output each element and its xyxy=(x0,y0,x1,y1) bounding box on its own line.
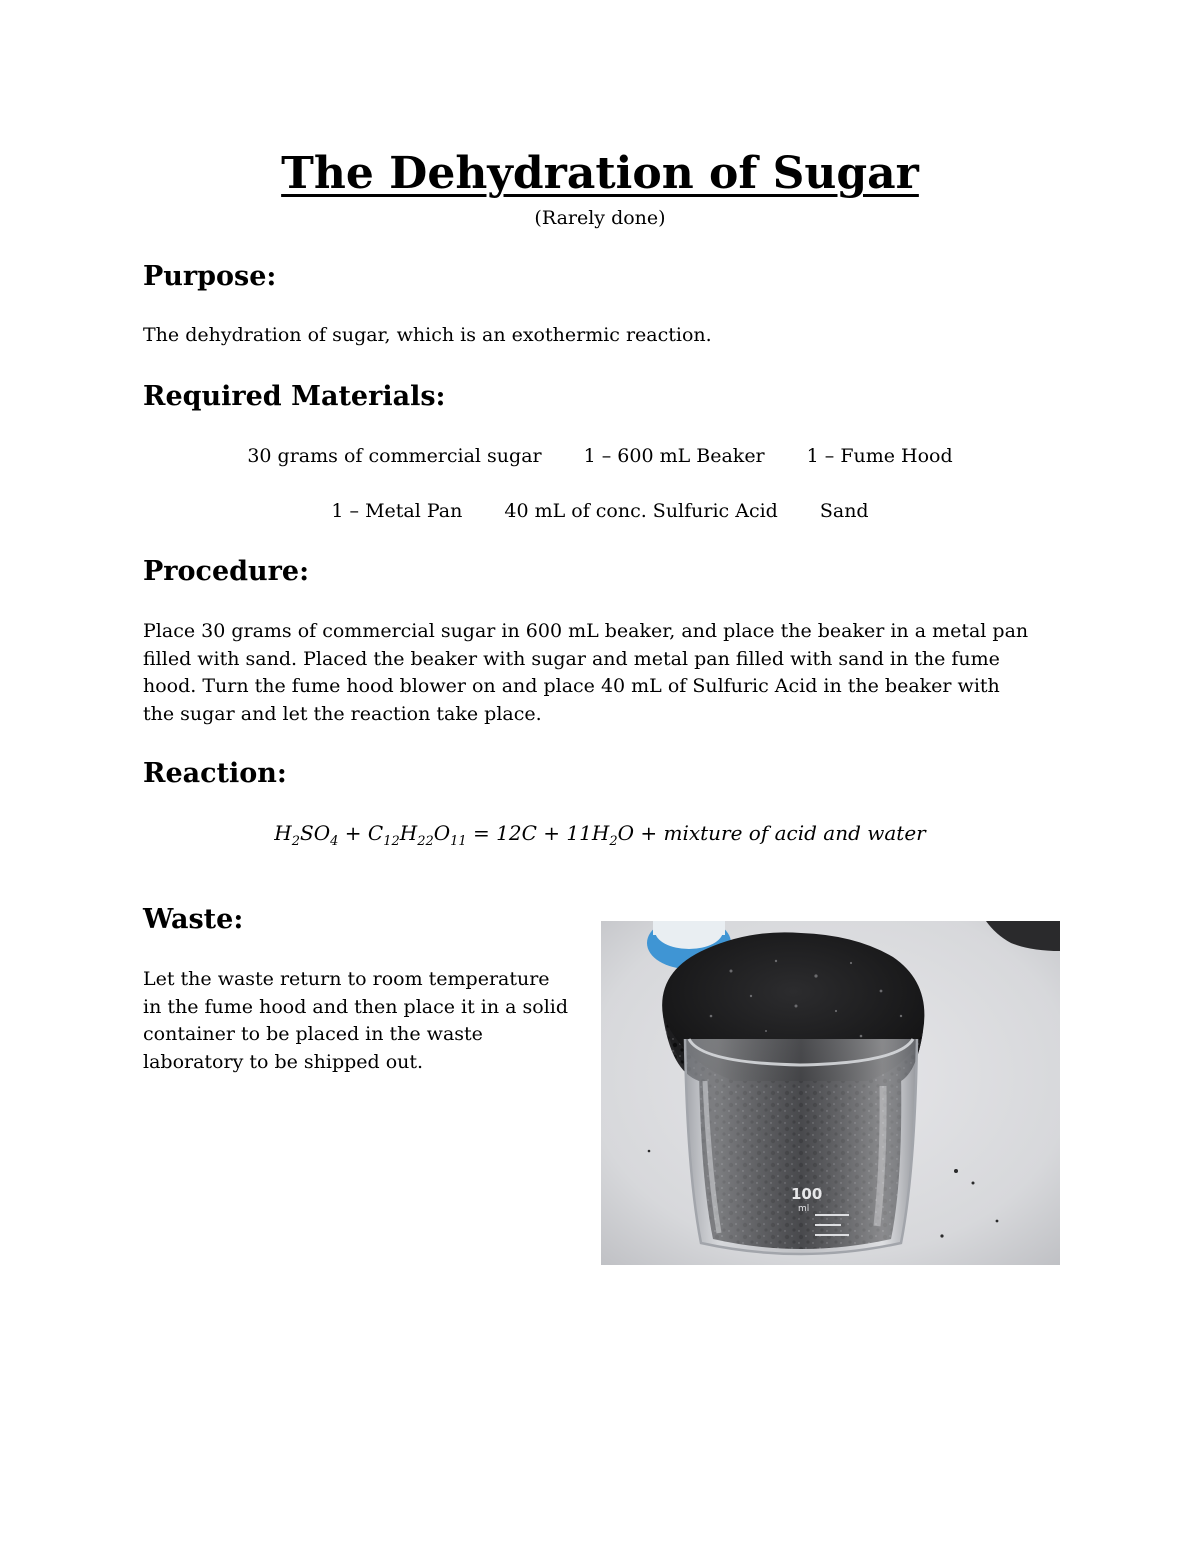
procedure-line: Place 30 grams of commercial sugar in 600 mL beaker, and place the beaker in a metal pan xyxy=(143,620,1029,642)
material-item: 1 – Fume Hood xyxy=(806,445,953,467)
procedure-line: hood. Turn the fume hood blower on and place 40 mL of Sulfuric Acid in the beaker with xyxy=(143,675,1000,697)
purpose-text: The dehydration of sugar, which is an exothermic reaction. xyxy=(143,324,712,346)
procedure-text xyxy=(143,618,1028,728)
procedure-line: filled with sand. Placed the beaker with sugar and metal pan filled with sand in the fume xyxy=(143,647,1000,670)
materials-row-1 xyxy=(0,443,1200,469)
waste-line: laboratory to be shipped out. xyxy=(143,1050,424,1073)
waste-line: in the fume hood and then place it in a solid xyxy=(143,995,569,1018)
waste-heading: Waste: xyxy=(143,904,244,935)
purpose-heading: Purpose: xyxy=(143,261,277,292)
materials-heading: Required Materials: xyxy=(143,381,446,412)
carbon-beaker-photo xyxy=(601,921,1060,1265)
document-title: The Dehydration of Sugar xyxy=(281,148,919,199)
material-item: 1 – Metal Pan xyxy=(331,500,463,522)
waste-text xyxy=(143,966,568,1076)
carbon-beaker-illustration xyxy=(601,921,1060,1265)
reaction-equation: $H_2SO_4 + C_{12}H_{22}O_{11} = 12C + 11H_2O$ + mixture of acid and water xyxy=(274,821,926,849)
material-item: 1 – 600 mL Beaker xyxy=(583,445,765,467)
procedure-line: the sugar and let the reaction take place. xyxy=(143,702,542,725)
material-item: Sand xyxy=(819,500,869,522)
materials-row-2 xyxy=(0,498,1200,524)
material-item: 30 grams of commercial sugar xyxy=(247,445,542,467)
material-item: 40 mL of conc. Sulfuric Acid xyxy=(504,500,778,522)
reaction-heading: Reaction: xyxy=(143,758,287,789)
document-subtitle: (Rarely done) xyxy=(534,207,666,229)
procedure-heading: Procedure: xyxy=(143,556,310,587)
waste-line: container to be placed in the waste xyxy=(143,1023,483,1045)
svg-text:100: 100 xyxy=(791,1185,823,1203)
svg-text:ml: ml xyxy=(798,1204,810,1214)
waste-line: Let the waste return to room temperature xyxy=(143,968,550,990)
